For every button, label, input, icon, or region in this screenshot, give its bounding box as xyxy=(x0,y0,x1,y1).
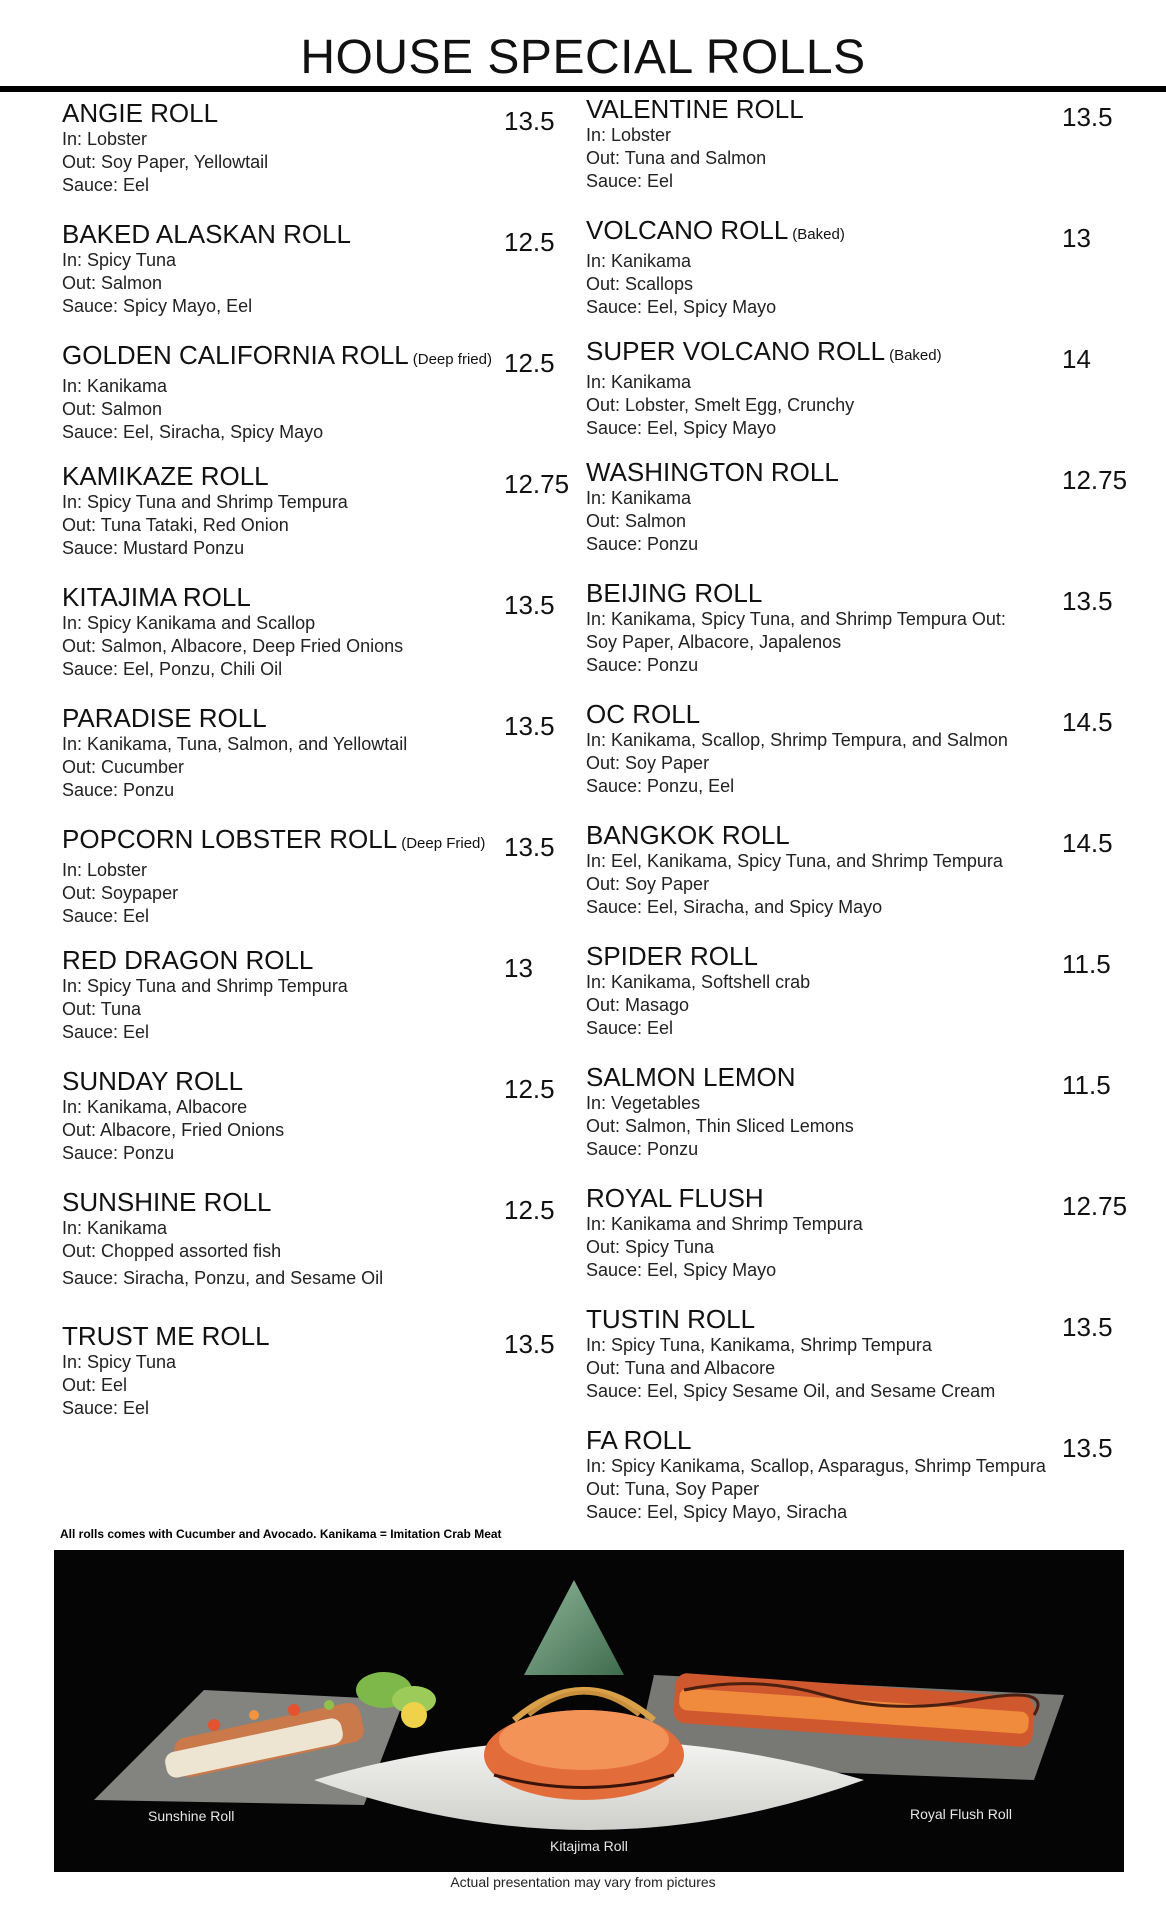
item-name: BEIJING ROLL xyxy=(586,578,763,608)
item-price: 11.5 xyxy=(1062,1070,1111,1100)
item-note: (Deep Fried) xyxy=(401,835,486,852)
item-filling: In: Kanikama xyxy=(586,372,692,392)
caption-royal-flush-roll: Royal Flush Roll xyxy=(910,1806,1012,1822)
item-outside: Out: Eel xyxy=(62,1375,128,1395)
item-filling: In: Lobster xyxy=(62,129,148,149)
item-sauce: Sauce: Eel, Siracha, Spicy Mayo xyxy=(62,422,324,442)
item-outside: Out: Salmon xyxy=(62,273,163,293)
item-name: WASHINGTON ROLL xyxy=(586,457,839,487)
item-filling: In: Spicy Kanikama and Scallop xyxy=(62,613,316,633)
item-outside: Out: Soy Paper, Yellowtail xyxy=(62,152,269,172)
menu-item xyxy=(586,1425,1121,1546)
item-name: POPCORN LOBSTER ROLL (Deep Fried) xyxy=(62,824,486,854)
item-filling: In: Kanikama and Shrimp Tempura xyxy=(586,1214,863,1234)
item-price: 12.75 xyxy=(1062,1191,1128,1221)
menu-item xyxy=(586,94,1121,215)
right-menu-column xyxy=(586,94,1128,1546)
item-sauce: Sauce: Eel, Spicy Mayo, Siracha xyxy=(586,1502,848,1522)
item-price: 11.5 xyxy=(1062,949,1111,979)
item-sauce: Sauce: Ponzu xyxy=(62,780,175,800)
item-sauce: Sauce: Ponzu xyxy=(586,655,699,675)
item-name: KITAJIMA ROLL xyxy=(62,582,251,612)
item-price: 12.75 xyxy=(504,469,570,499)
menu-item xyxy=(62,824,572,945)
item-name: PARADISE ROLL xyxy=(62,703,267,733)
menu-item xyxy=(586,457,1128,578)
item-sauce: Sauce: Ponzu xyxy=(586,1139,699,1159)
item-price: 12.5 xyxy=(504,1195,555,1225)
item-name: ROYAL FLUSH xyxy=(586,1183,764,1213)
item-note: (Deep fried) xyxy=(412,351,492,368)
item-outside: Out: Salmon, Thin Sliced Lemons xyxy=(586,1116,854,1136)
caption-kitajima-roll: Kitajima Roll xyxy=(550,1838,628,1854)
item-name: SUNDAY ROLL xyxy=(62,1066,244,1096)
menu-item xyxy=(62,340,572,461)
item-filling: In: Kanikama, Tuna, Salmon, and Yellowtail xyxy=(62,734,408,754)
item-name: SPIDER ROLL xyxy=(586,941,758,971)
item-price: 13.5 xyxy=(504,590,555,620)
menu-item xyxy=(62,1321,572,1442)
item-filling: In: Lobster xyxy=(62,860,148,880)
item-filling: In: Lobster xyxy=(586,125,672,145)
item-outside: Out: Spicy Tuna xyxy=(586,1237,715,1257)
item-filling: In: Kanikama, Albacore xyxy=(62,1097,248,1117)
item-outside: Out: Salmon xyxy=(586,511,687,531)
item-name: BANGKOK ROLL xyxy=(586,820,790,850)
item-filling: In: Kanikama, Softshell crab xyxy=(586,972,811,992)
item-name: OC ROLL xyxy=(586,699,701,729)
menu-item xyxy=(62,945,572,1066)
item-price: 12.75 xyxy=(1062,465,1128,495)
item-sauce: Sauce: Spicy Mayo, Eel xyxy=(62,296,253,316)
item-name: TRUST ME ROLL xyxy=(62,1321,270,1351)
item-price: 13 xyxy=(1062,223,1091,253)
item-price: 13.5 xyxy=(1062,1312,1113,1342)
item-filling: In: Spicy Kanikama, Scallop, Asparagus, Shrimp Tempura xyxy=(586,1456,1046,1476)
menu-item xyxy=(586,941,1121,1062)
item-filling: In: Vegetables xyxy=(586,1093,701,1113)
item-filling: In: Spicy Tuna, Kanikama, Shrimp Tempura xyxy=(586,1335,932,1355)
item-name: SUPER VOLCANO ROLL (Baked) xyxy=(586,336,942,366)
left-menu-column xyxy=(62,98,572,1442)
item-price: 14 xyxy=(1062,344,1091,374)
item-name: ANGIE ROLL xyxy=(62,98,219,128)
item-sauce: Sauce: Mustard Ponzu xyxy=(62,538,245,558)
item-price: 13.5 xyxy=(504,1329,555,1359)
footnote: All rolls comes with Cucumber and Avocado. Kanikama = Imitation Crab Meat xyxy=(60,1527,502,1541)
bamboo-leaf xyxy=(524,1580,624,1675)
disclaimer: Actual presentation may vary from pictures xyxy=(450,1874,716,1890)
item-price: 13.5 xyxy=(504,711,555,741)
item-outside: Out: Chopped assorted fish xyxy=(62,1241,282,1261)
menu-item xyxy=(586,1183,1128,1304)
item-sauce: Sauce: Ponzu, Eel xyxy=(586,776,735,796)
item-price: 13.5 xyxy=(1062,1433,1113,1463)
item-outside: Out: Albacore, Fried Onions xyxy=(62,1120,285,1140)
item-description: In: Kanikama, Spicy Tuna, and Shrimp Tempura Out: Soy Paper, Albacore, Japalenos xyxy=(586,609,1006,652)
item-sauce: Sauce: Siracha, Ponzu, and Sesame Oil xyxy=(62,1268,384,1288)
menu-item xyxy=(62,219,572,340)
menu-item xyxy=(62,98,572,219)
item-filling: In: Kanikama xyxy=(586,251,692,271)
item-name: SUNSHINE ROLL xyxy=(62,1187,272,1217)
item-price: 13.5 xyxy=(504,832,555,862)
item-name: RED DRAGON ROLL xyxy=(62,945,314,975)
item-sauce: Sauce: Eel, Spicy Sesame Oil, and Sesame Cream xyxy=(586,1381,996,1401)
item-name: GOLDEN CALIFORNIA ROLL (Deep fried) xyxy=(62,340,492,370)
caption-sunshine-roll: Sunshine Roll xyxy=(148,1808,235,1824)
item-price: 13.5 xyxy=(504,106,555,136)
item-name: BAKED ALASKAN ROLL xyxy=(62,219,352,249)
item-sauce: Sauce: Eel, Ponzu, Chili Oil xyxy=(62,659,283,679)
item-sauce: Sauce: Eel xyxy=(62,906,150,926)
item-price: 14.5 xyxy=(1062,707,1113,737)
menu-title: HOUSE SPECIAL ROLLS xyxy=(300,31,866,84)
menu-item xyxy=(62,1066,572,1187)
item-name: KAMIKAZE ROLL xyxy=(62,461,269,491)
item-sauce: Sauce: Eel xyxy=(62,1398,150,1418)
menu-item xyxy=(586,215,1121,336)
item-price: 12.5 xyxy=(504,1074,555,1104)
item-sauce: Sauce: Eel xyxy=(586,1018,674,1038)
menu-item xyxy=(62,582,572,703)
item-name: VALENTINE ROLL xyxy=(586,94,804,124)
item-outside: Out: Cucumber xyxy=(62,757,185,777)
menu-item xyxy=(586,699,1121,820)
item-filling: In: Kanikama xyxy=(62,376,168,396)
item-name: TUSTIN ROLL xyxy=(586,1304,756,1334)
item-sauce: Sauce: Ponzu xyxy=(586,534,699,554)
item-note: (Baked) xyxy=(889,347,942,364)
item-price: 14.5 xyxy=(1062,828,1113,858)
title-divider xyxy=(0,86,1166,92)
item-filling: In: Kanikama xyxy=(62,1218,168,1238)
item-price: 13 xyxy=(504,953,533,983)
item-name: VOLCANO ROLL (Baked) xyxy=(586,215,845,245)
item-filling: In: Spicy Tuna and Shrimp Tempura xyxy=(62,492,348,512)
item-outside: Out: Soypaper xyxy=(62,883,179,903)
menu-item xyxy=(586,578,1121,699)
item-sauce: Sauce: Eel xyxy=(62,1022,150,1042)
item-outside: Out: Tuna and Albacore xyxy=(586,1358,776,1378)
item-sauce: Sauce: Eel, Siracha, and Spicy Mayo xyxy=(586,897,883,917)
item-outside: Out: Lobster, Smelt Egg, Crunchy xyxy=(586,395,855,415)
item-sauce: Sauce: Eel xyxy=(62,175,150,195)
menu-item xyxy=(62,461,572,582)
item-name: SALMON LEMON xyxy=(586,1062,796,1092)
item-price: 12.5 xyxy=(504,348,555,378)
item-sauce: Sauce: Eel, Spicy Mayo xyxy=(586,1260,777,1280)
item-price: 12.5 xyxy=(504,227,555,257)
item-sauce: Sauce: Eel xyxy=(586,171,674,191)
item-sauce: Sauce: Eel, Spicy Mayo xyxy=(586,418,777,438)
menu-item xyxy=(62,1187,572,1321)
item-outside: Out: Soy Paper xyxy=(586,753,710,773)
item-outside: Out: Scallops xyxy=(586,274,694,294)
item-filling: In: Spicy Tuna xyxy=(62,250,177,270)
item-outside: Out: Tuna Tataki, Red Onion xyxy=(62,515,289,535)
menu-item xyxy=(62,703,572,824)
menu-item xyxy=(586,336,1121,457)
menu-item xyxy=(586,1304,1121,1425)
item-price: 13.5 xyxy=(1062,102,1113,132)
item-outside: Out: Salmon, Albacore, Deep Fried Onions xyxy=(62,636,404,656)
item-outside: Out: Tuna xyxy=(62,999,142,1019)
item-outside: Out: Tuna and Salmon xyxy=(586,148,767,168)
item-price: 13.5 xyxy=(1062,586,1113,616)
item-filling: In: Spicy Tuna xyxy=(62,1352,177,1372)
item-outside: Out: Soy Paper xyxy=(586,874,710,894)
item-filling: In: Kanikama xyxy=(586,488,692,508)
item-filling: In: Kanikama, Scallop, Shrimp Tempura, and Salmon xyxy=(586,730,1008,750)
item-outside: Out: Salmon xyxy=(62,399,163,419)
menu-item xyxy=(586,1062,1121,1183)
item-outside: Out: Tuna, Soy Paper xyxy=(586,1479,760,1499)
menu-item xyxy=(586,820,1121,941)
item-filling: In: Spicy Tuna and Shrimp Tempura xyxy=(62,976,348,996)
item-sauce: Sauce: Eel, Spicy Mayo xyxy=(586,297,777,317)
item-filling: In: Eel, Kanikama, Spicy Tuna, and Shrimp Tempura xyxy=(586,851,1003,871)
item-note: (Baked) xyxy=(792,226,845,243)
item-outside: Out: Masago xyxy=(586,995,690,1015)
item-sauce: Sauce: Ponzu xyxy=(62,1143,175,1163)
food-photo xyxy=(54,1550,1124,1872)
item-name: FA ROLL xyxy=(586,1425,692,1455)
